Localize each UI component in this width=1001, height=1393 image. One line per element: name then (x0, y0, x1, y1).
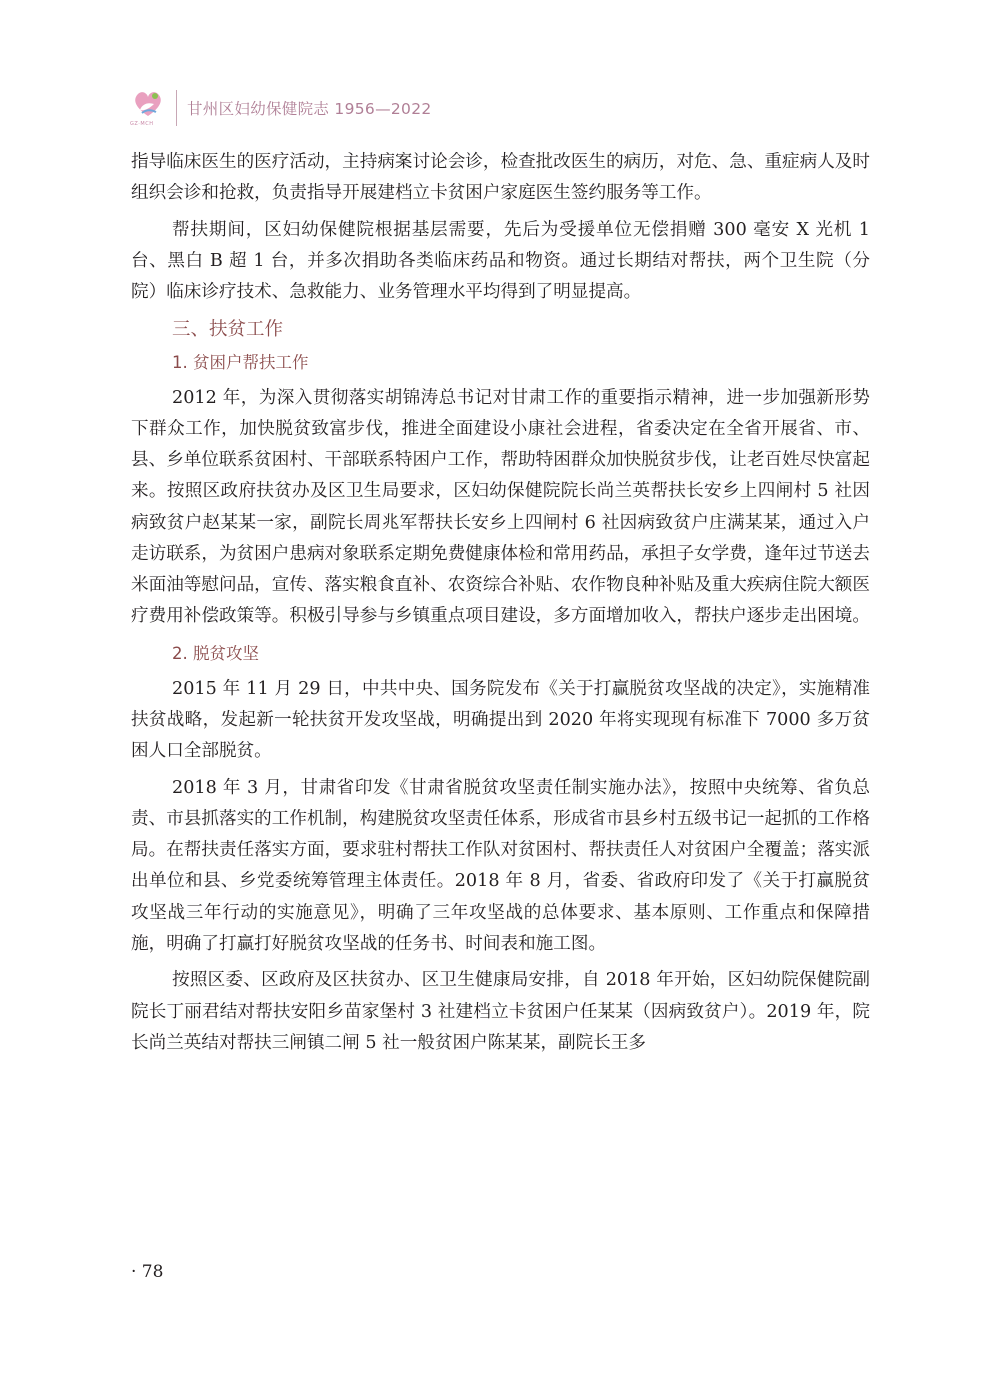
paragraph-1: 指导临床医生的医疗活动，主持病案讨论会诊，检查批改医生的病历，对危、急、重症病人及时组织会诊和抢救，负责指导开展建档立卡贫困户家庭医生签约服务等工作。 (131, 152, 870, 204)
logo-text: GZ·MCH (130, 121, 154, 127)
page-number: · 78 (131, 1262, 164, 1282)
header-divider (176, 90, 177, 126)
paragraph-2: 帮扶期间，区妇幼保健院根据基层需要，先后为受援单位无偿捐赠 300 毫安 X 光机 1 台、黑白 B 超 1 台，并多次捐助各类临床药品和物资。通过长期结对帮扶，两个卫生院（分院）临床诊疗技术、急救能力、业务管理水平均得到了明显提高。 (131, 219, 870, 303)
subsection-heading-1: 1. 贫困户帮扶工作 (172, 352, 309, 372)
paragraph-5: 2018 年 3 月，甘肃省印发《甘肃省脱贫攻坚责任制实施办法》，按照中央统筹、省负总责、市县抓落实的工作机制，构建脱贫攻坚责任体系，形成省市县乡村五级书记一起抓的工作格局。在帮扶责任落实方面，要求驻村帮扶工作队对贫困村、帮扶责任人对贫困户全覆盖；落实派出单位和县、乡党委统筹管理主体责任。2018 年 8 月，省委、省政府印发了《关于打赢脱贫攻坚战三年行动的实施意见》，明确了三年攻坚战的总体要求、基本原则、工作重点和保障措施，明确了打赢打好脱贫攻坚战的任务书、时间表和施工图。 (131, 777, 870, 954)
paragraph-4: 2015 年 11 月 29 日，中共中央、国务院发布《关于打赢脱贫攻坚战的决定》，实施精准扶贫战略，发起新一轮扶贫开发攻坚战，明确提出到 2020 年将实现现有标准下 7000 多万贫困人口全部脱贫。 (131, 678, 870, 762)
page-header (128, 86, 432, 130)
paragraph-3: 2012 年，为深入贯彻落实胡锦涛总书记对甘肃工作的重要指示精神，进一步加强新形势下群众工作，加快脱贫致富步伐，推进全面建设小康社会进程，省委决定在全省开展省、市、县、乡单位联系贫困村、干部联系特困户工作，帮助特困群众加快脱贫步伐，让老百姓尽快富起来。按照区政府扶贫办及区卫生局要求，区妇幼保健院院长尚兰英帮扶长安乡上四闸村 5 社因病致贫户赵某某一家，副院长周兆军帮扶长安乡上四闸村 6 社因病致贫户庄满某某，通过入户走访联系，为贫困户患病对象联系定期免费健康体检和常用药品，承担子女学费，逢年过节送去米面油等慰问品，宣传、落实粮食直补、农资综合补贴、农作物良种补贴及重大疾病住院大额医疗费用补偿政策等。积极引导参与乡镇重点项目建设，多方面增加收入，帮扶户逐步走出困境。 (131, 387, 870, 627)
book-title: 甘州区妇幼保健院志 1956—2022 (187, 100, 432, 118)
section-heading: 三、扶贫工作 (172, 318, 284, 340)
subsection-heading-2: 2. 脱贫攻坚 (172, 643, 259, 663)
hospital-logo (128, 86, 168, 130)
page-body (131, 147, 870, 1064)
paragraph-6: 按照区委、区政府及区扶贫办、区卫生健康局安排，自 2018 年开始，区妇幼院保健院副院长丁丽君结对帮扶安阳乡苗家堡村 3 社建档立卡贫困户任某某（因病致贫户）。2019 年，院长尚兰英结对帮扶三闸镇二闸 5 社一般贫困户陈某某，副院长王多 (131, 970, 870, 1053)
